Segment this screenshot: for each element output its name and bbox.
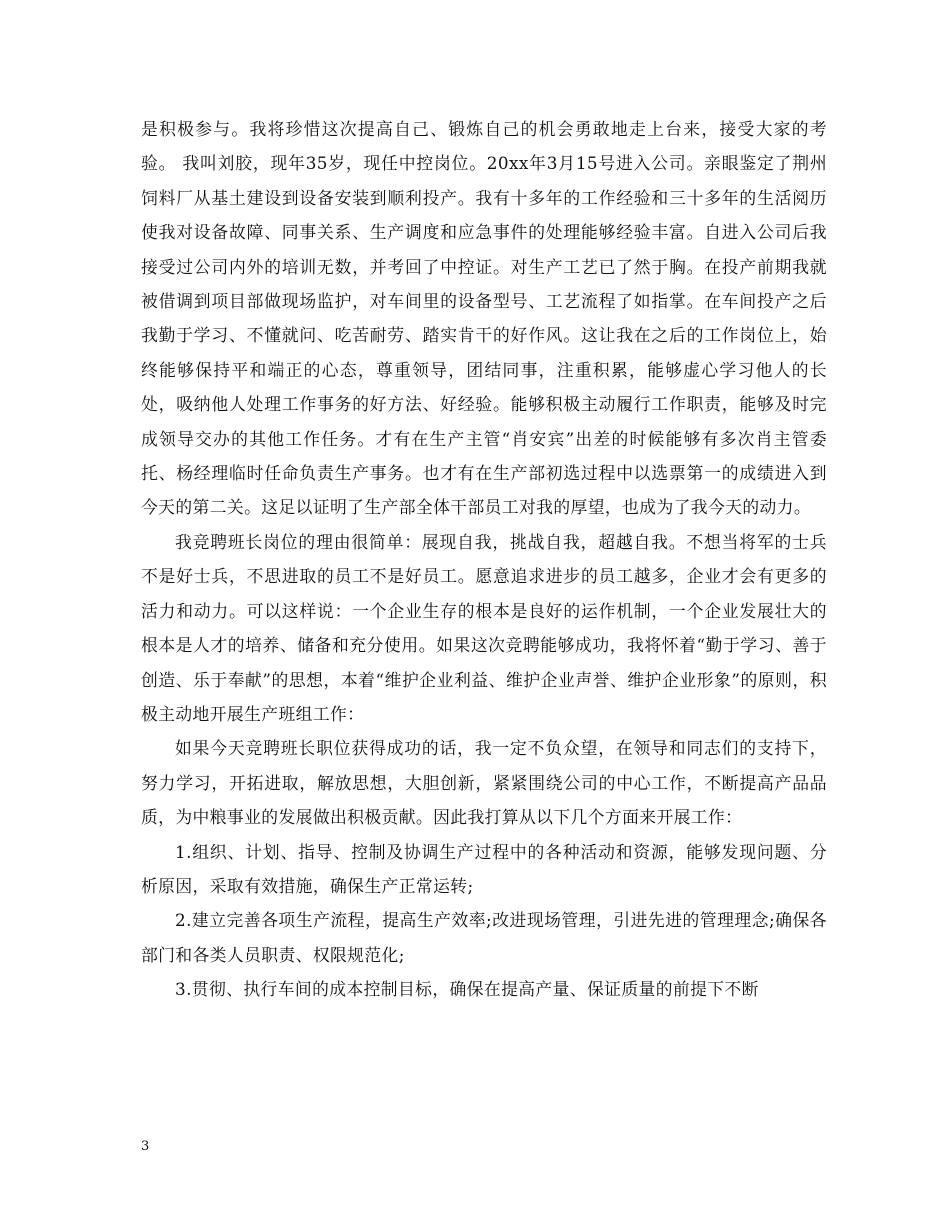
list-item-1: 1.组织、计划、指导、控制及协调生产过程中的各种活动和资源，能够发现问题、分析原因，采取有效措施，确保生产正常运转; — [141, 841, 827, 896]
paragraph-continued: 是积极参与。我将珍惜这次提高自己、锻炼自己的机会勇敢地走上台来，接受大家的考验。 我叫刘胶，现年35岁，现任中控岗位。20xx年3月15号进入公司。亲眼鉴定了荆州饲料厂从基土建设到设备安装到顺利投产。我有十多年的工作经验和三十多年的生活阅历使我对设备故障、同事关系、生产调度和应急事件的处理能够经验丰富。自进入公司后我接受过公司内外的培训无数，并考回了中控证。对生产工艺已了然于胸。在投产前期我就被借调到项目部做现场监护，对车间里的设备型号、工艺流程了如指掌。在车间投产之后我勤于学习、不懂就问、吃苦耐劳、踏实肯干的好作风。这让我在之后的工作岗位上，始终能够保持平和端正的心态，尊重领导，团结同事，注重积累，能够虚心学习他人的长处，吸纳他人处理工作事务的好方法、好经验。能够积极主动履行工作职责，能够及时完成领导交办的其他工作任务。才有在生产主管“肖安宾”出差的时候能够有多次肖主管委托、杨经理临时任命负责生产事务。也才有在生产部初选过程中以选票第一的成绩进入到今天的第二关。这足以证明了生产部全体干部员工对我的厚望，也成为了我今天的动力。 — [141, 119, 827, 518]
paragraph-reason: 我竞聘班长岗位的理由很简单：展现自我，挑战自我，超越自我。不想当将军的士兵不是好士兵，不思进取的员工不是好员工。愿意追求进步的员工越多，企业才会有更多的活力和动力。可以这样说：一个企业生存的根本是良好的运作机制，一个企业发展壮大的根本是人才的培养、储备和充分使用。如果这次竞聘能够成功，我将怀着“勤于学习、善于创造、乐于奉献”的思想，本着“维护企业利益、维护企业声誉、维护企业形象”的原则，积极主动地开展生产班组工作： — [141, 531, 827, 724]
list-item-2: 2.建立完善各项生产流程，提高生产效率;改进现场管理，引进先进的管理理念;确保各部门和各类人员职责、权限规范化; — [141, 910, 827, 965]
paragraph-commitment: 如果今天竞聘班长职位获得成功的话，我一定不负众望，在领导和同志们的支持下，努力学习，开拓进取，解放思想，大胆创新，紧紧围绕公司的中心工作，不断提高产品品质，为中粮事业的发展做出积极贡献。因此我打算从以下几个方面来开展工作： — [141, 738, 827, 828]
list-item-3: 3.贯彻、执行车间的成本控制目标，确保在提高产量、保证质量的前提下不断 — [175, 979, 759, 1000]
page-number: 3 — [141, 1139, 150, 1154]
document-body — [141, 112, 827, 1007]
